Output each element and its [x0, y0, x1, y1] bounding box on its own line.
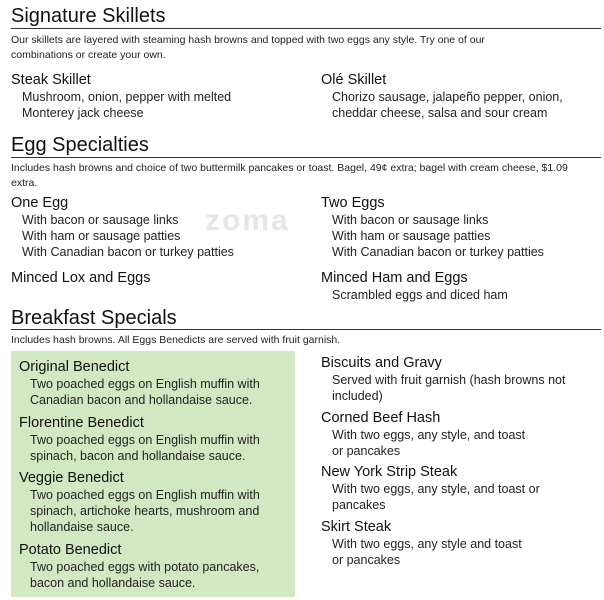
item-name: Minced Lox and Eggs [11, 270, 151, 286]
description-line: spinach, bacon and hollandaise sauce. [30, 449, 246, 463]
menu-item-corned-beef-hash [321, 409, 525, 459]
section-title-signature-skillets: Signature Skillets [11, 5, 166, 27]
menu-item-potato-benedict [19, 541, 259, 591]
description-line: Two poached eggs on English muffin with [30, 433, 260, 447]
watermark: zoma [205, 204, 290, 237]
section-title-egg-specialties: Egg Specialties [11, 134, 149, 156]
menu-item-two-eggs [321, 194, 544, 260]
item-name: Skirt Steak [321, 519, 392, 535]
intro-line: Includes hash browns and choice of two buttermilk pancakes or toast. Bagel, 49¢ extra; bagel with cream cheese, $1.09 [11, 162, 568, 174]
description-line: With bacon or sausage links [332, 213, 489, 227]
menu-item-biscuits-and-gravy [321, 354, 565, 404]
description-line: Scrambled eggs and diced ham [332, 288, 508, 302]
intro-line: extra. [11, 177, 38, 189]
intro-line: Includes hash browns. All Eggs Benedicts are served with fruit garnish. [11, 334, 341, 346]
item-description [321, 89, 563, 121]
description-line: Mushroom, onion, pepper with melted [22, 90, 232, 104]
item-description [321, 536, 522, 568]
section-divider [11, 329, 601, 330]
item-name: Steak Skillet [11, 72, 91, 88]
section-title-breakfast-specials: Breakfast Specials [11, 307, 177, 329]
description-line: included) [332, 389, 383, 403]
item-name: Corned Beef Hash [321, 410, 441, 426]
menu-item-original-benedict [19, 358, 260, 408]
description-line: Two poached eggs with potato pancakes, [30, 560, 260, 574]
description-line: hollandaise sauce. [30, 520, 134, 534]
description-line: Served with fruit garnish (hash browns not [332, 373, 566, 387]
description-line: With two eggs, any style, and toast [332, 428, 526, 442]
description-line: With ham or sausage patties [332, 229, 491, 243]
menu-item-skirt-steak [321, 518, 522, 568]
section-intro-breakfast-specials [11, 333, 596, 348]
item-description [321, 212, 544, 260]
intro-line: Our skillets are layered with steaming hash browns and topped with two eggs any style. Try one of our [11, 34, 485, 46]
menu-item-minced-lox-and-eggs [11, 269, 150, 287]
description-line: Chorizo sausage, jalapeño pepper, onion, [332, 90, 563, 104]
section-intro-egg-specialties [11, 161, 596, 191]
description-line: Two poached eggs on English muffin with [30, 377, 260, 391]
item-description [321, 372, 565, 404]
intro-line: combinations or create your own. [11, 49, 166, 61]
menu-item-minced-ham-and-eggs [321, 269, 508, 303]
menu-item-ole-skillet [321, 71, 563, 121]
menu-item-florentine-benedict [19, 414, 260, 464]
description-line: Two poached eggs on English muffin with [30, 488, 260, 502]
section-divider [11, 28, 601, 29]
item-name: Olé Skillet [321, 72, 387, 88]
item-name: Potato Benedict [19, 542, 122, 558]
item-description [321, 287, 508, 303]
description-line: With bacon or sausage links [22, 213, 179, 227]
item-description [19, 559, 259, 591]
item-description [19, 487, 260, 535]
item-name: Florentine Benedict [19, 415, 144, 431]
description-line: bacon and hollandaise sauce. [30, 576, 196, 590]
description-line: With Canadian bacon or turkey patties [332, 245, 544, 259]
description-line: spinach, artichoke hearts, mushroom and [30, 504, 260, 518]
item-name: One Egg [11, 195, 69, 211]
item-name: Veggie Benedict [19, 470, 124, 486]
description-line: cheddar cheese, salsa and sour cream [332, 106, 548, 120]
description-line: With two eggs, any style and toast [332, 537, 522, 551]
item-name: Original Benedict [19, 359, 130, 375]
item-description [19, 376, 260, 408]
description-line: With two eggs, any style, and toast or [332, 482, 540, 496]
item-description [321, 481, 540, 513]
item-description [19, 432, 260, 464]
menu-item-veggie-benedict [19, 469, 260, 535]
item-description [11, 212, 234, 260]
menu-item-steak-skillet [11, 71, 231, 121]
item-name: New York Strip Steak [321, 464, 458, 480]
description-line: Monterey jack cheese [22, 106, 144, 120]
item-description [321, 427, 525, 459]
menu-item-one-egg [11, 194, 234, 260]
description-line: pancakes [332, 498, 386, 512]
menu-item-new-york-strip-steak [321, 463, 540, 513]
description-line: or pancakes [332, 444, 401, 458]
description-line: Canadian bacon and hollandaise sauce. [30, 393, 253, 407]
section-intro-signature-skillets [11, 33, 596, 63]
description-line: or pancakes [332, 553, 401, 567]
section-divider [11, 157, 601, 158]
description-line: With ham or sausage patties [22, 229, 181, 243]
item-name: Biscuits and Gravy [321, 355, 442, 371]
item-name: Minced Ham and Eggs [321, 270, 468, 286]
description-line: With Canadian bacon or turkey patties [22, 245, 234, 259]
item-name: Two Eggs [321, 195, 385, 211]
item-description [11, 89, 231, 121]
